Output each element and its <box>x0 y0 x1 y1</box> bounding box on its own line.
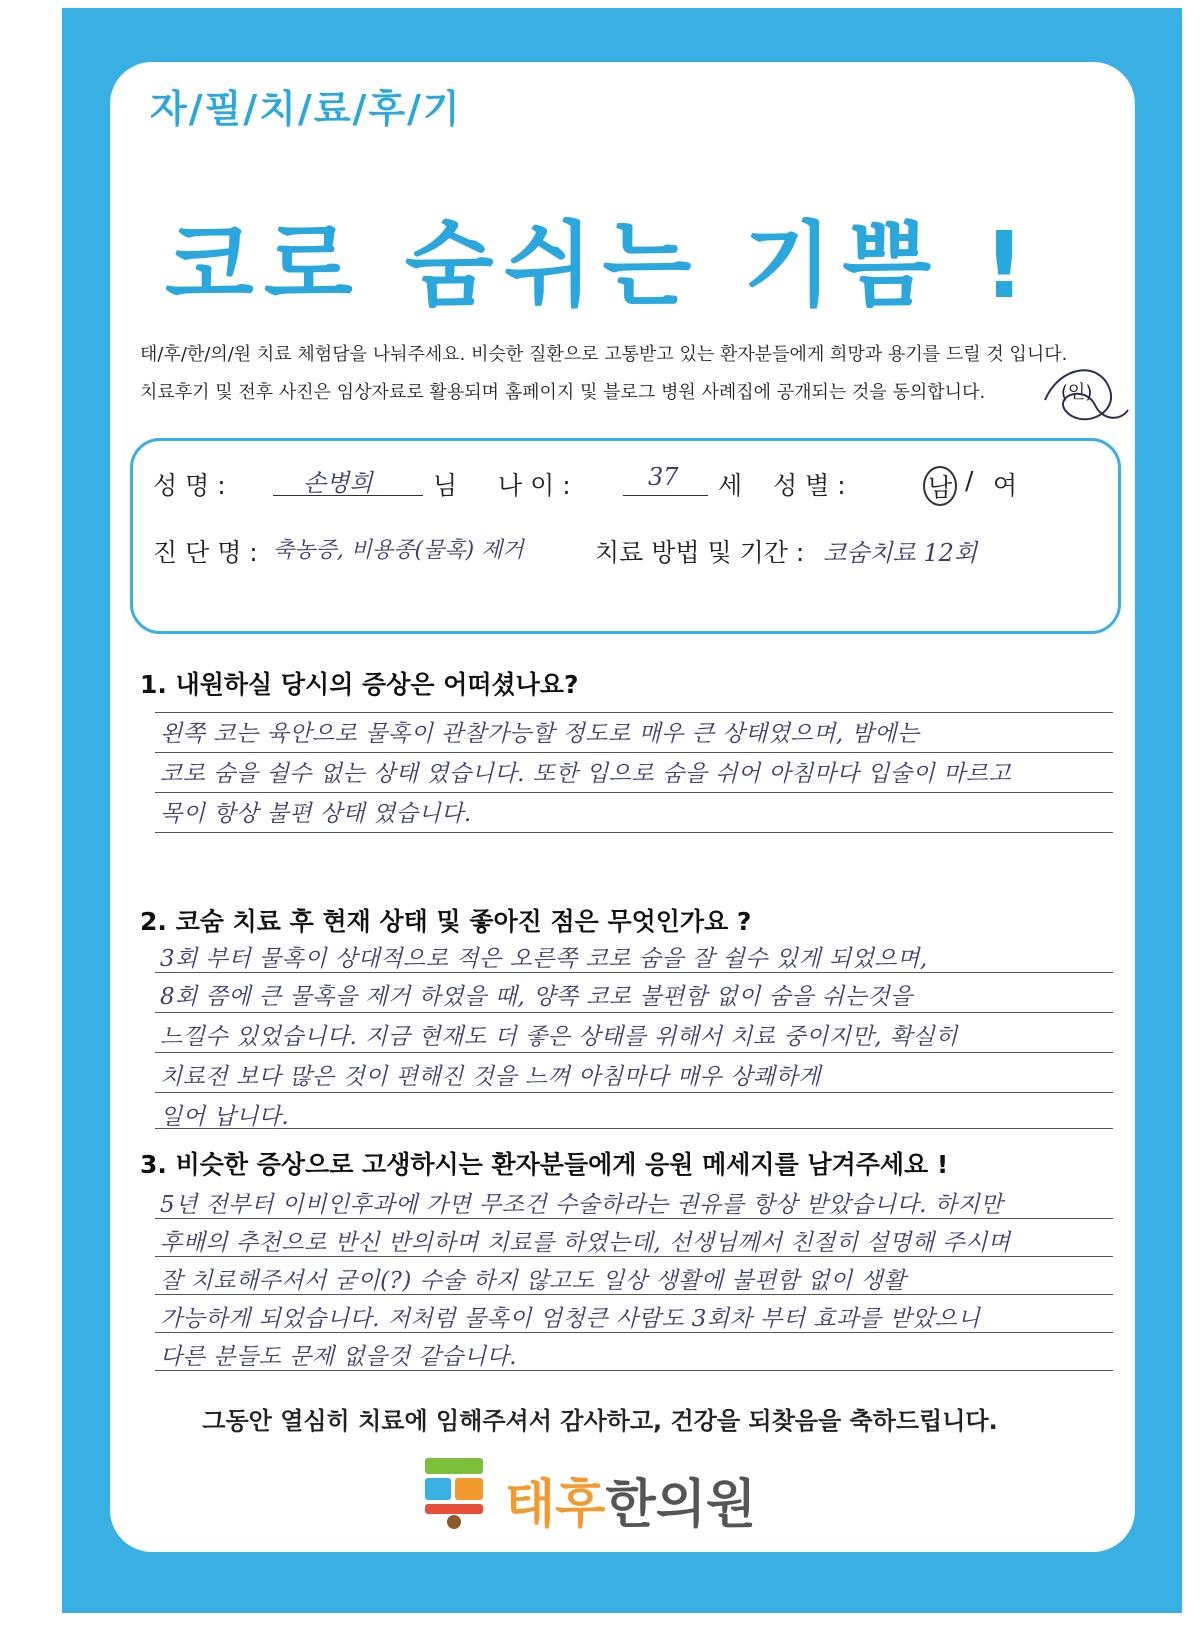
consent-line-2-text: 치료후기 및 전후 사진은 임상자료로 활용되며 홈페이지 및 블로그 병원 사례집에 공개되는 것을 동의합니다. <box>140 382 986 403</box>
section-1-rule <box>155 792 1113 793</box>
section-2-rule <box>155 1092 1113 1093</box>
name-label: 성 명 : <box>153 471 226 500</box>
clinic-brand <box>505 1462 756 1537</box>
gender-female-option: 여 <box>993 471 1018 500</box>
age-value: 37 <box>648 463 679 491</box>
section-1-rule <box>155 832 1113 833</box>
diagnosis-label: 진 단 명 : <box>153 538 258 567</box>
section-2-line: 3회 부터 물혹이 상대적으로 적은 오른쪽 코로 숨을 잘 쉴수 있게 되었으며, <box>160 946 928 972</box>
brand-accent-text: 태후 <box>505 1475 606 1535</box>
age-suffix: 세 <box>718 471 743 500</box>
gender-label: 성 별 : <box>773 471 846 500</box>
section-3-line: 다른 분들도 문제 없을것 같습니다. <box>160 1344 518 1370</box>
section-1-rule <box>155 712 1113 713</box>
closing-message: 그동안 열심히 치료에 임해주셔서 감사하고, 건강을 되찾음을 축하드립니다. <box>202 1407 998 1435</box>
section-3-line: 5년 전부터 이비인후과에 가면 무조건 수술하라는 권유를 항상 받았습니다. 하지만 <box>160 1192 1003 1218</box>
section-2-rule <box>155 1052 1113 1053</box>
section-3-rule <box>155 1370 1113 1371</box>
brand-rest-text: 한의원 <box>605 1475 757 1535</box>
consent-line-1: 태/후/한/의/원 치료 체험담을 나눠주세요. 비슷한 질환으로 고통받고 있는 환자분들에게 희망과 용기를 드릴 것 입니다. <box>140 344 1068 365</box>
treatment-label: 치료 방법 및 기간 : <box>595 538 805 567</box>
section-2-line: 일어 납니다. <box>160 1104 290 1130</box>
patient-info-box <box>130 438 1121 634</box>
section-1-line: 왼쪽 코는 육안으로 물혹이 관찰가능할 정도로 매우 큰 상태였으며, 밤에는 <box>160 721 920 747</box>
section-2-line: 느낄수 있었습니다. 지금 현재도 더 좋은 상태를 위해서 치료 중이지만, 확실히 <box>160 1024 958 1050</box>
consent-line-2 <box>140 378 1092 404</box>
clinic-logo-icon <box>425 1458 483 1530</box>
section-3-line: 잘 치료해주셔서 굳이(?) 수술 하지 않고도 일상 생활에 불편함 없이 생활 <box>160 1268 906 1294</box>
section-2-line: 8회 쯤에 큰 물혹을 제거 하였을 때, 양쪽 코로 불편함 없이 숨을 쉬는것을 <box>160 984 913 1010</box>
name-underline <box>273 495 423 496</box>
section-1-rule <box>155 752 1113 753</box>
section-3-rule <box>155 1218 1113 1219</box>
section-3-question: 3. 비슷한 증상으로 고생하시는 환자분들에게 응원 메세지를 남겨주세요 ! <box>140 1150 949 1179</box>
section-2-rule <box>155 972 1113 973</box>
age-label: 나 이 : <box>498 471 571 500</box>
gender-separator: / <box>965 466 974 495</box>
section-1-question: 1. 내원하실 당시의 증상은 어떠셨나요? <box>140 670 579 699</box>
section-3-rule <box>155 1256 1113 1257</box>
section-2-rule <box>155 1128 1113 1129</box>
section-3-rule <box>155 1332 1113 1333</box>
section-3-line: 후배의 추천으로 반신 반의하며 치료를 하였는데, 선생님께서 친절히 설명해 주시며 <box>160 1230 1011 1256</box>
section-2-rule <box>155 1012 1113 1013</box>
section-2-question: 2. 코숨 치료 후 현재 상태 및 좋아진 점은 무엇인가요 ? <box>140 907 752 936</box>
signature-scribble <box>1040 360 1130 440</box>
section-1-line: 코로 숨을 쉴수 없는 상태 였습니다. 또한 입으로 숨을 쉬어 아침마다 입술이 마르고 <box>160 761 1012 787</box>
age-underline <box>623 495 708 496</box>
name-value: 손병희 <box>303 469 373 497</box>
page-headline: 코로 숨쉬는 기쁨 ! <box>164 212 1036 319</box>
section-1-line: 목이 항상 불편 상태 였습니다. <box>160 801 472 827</box>
gender-male-option: 남 <box>923 466 957 506</box>
section-3-rule <box>155 1294 1113 1295</box>
diagnosis-value: 축농증, 비용종(물혹) 제거 <box>273 538 524 563</box>
name-suffix: 님 <box>433 471 458 500</box>
section-3-line: 가능하게 되었습니다. 저처럼 물혹이 엄청큰 사람도 3회차 부터 효과를 받았으니 <box>160 1306 981 1332</box>
seal-mark: (인) <box>1060 382 1093 403</box>
treatment-value: 코숨치료 12회 <box>823 539 978 567</box>
series-title: 자/필/치/료/후/기 <box>150 87 462 131</box>
section-2-line: 치료전 보다 많은 것이 편해진 것을 느껴 아침마다 매우 상쾌하게 <box>160 1064 821 1090</box>
